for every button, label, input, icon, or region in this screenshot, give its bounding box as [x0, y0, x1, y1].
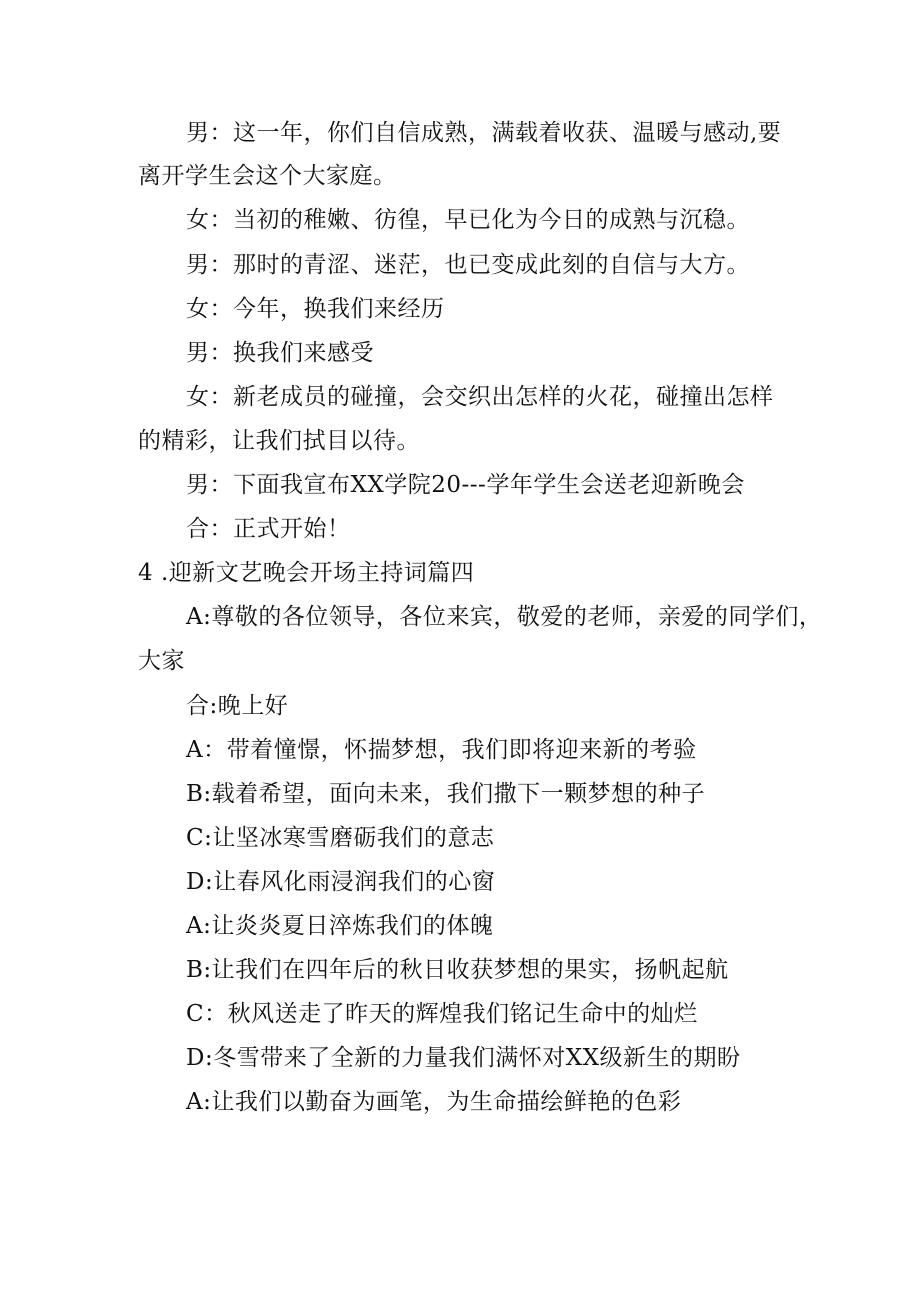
text-line: D:冬雪带来了全新的力量我们满怀对XX级新生的期盼: [186, 1045, 741, 1071]
text-line: 大家: [138, 648, 185, 674]
text-line: 男：下面我宣布XX学院20---学年学生会送老迎新晚会: [186, 472, 745, 498]
text-line: D:让春风化雨浸润我们的心窗: [186, 869, 496, 895]
text-line: 合：正式开始！: [186, 516, 351, 542]
text-line: B:让我们在四年后的秋日收获梦想的果实，扬帆起航: [186, 957, 729, 983]
section-heading: 4 .迎新文艺晚会开场主持词篇四: [138, 560, 475, 586]
text-line: 女：今年，换我们来经历: [186, 296, 445, 322]
text-line: 合:晚上好: [186, 693, 289, 719]
text-line: B:载着希望，面向未来，我们撒下一颗梦想的种子: [186, 781, 706, 807]
text-line: A:让炎炎夏日淬炼我们的体魄: [186, 913, 494, 939]
text-line: C：秋风送走了昨天的辉煌我们铭记生命中的灿烂: [186, 1001, 698, 1027]
text-line: A:尊敬的各位领导，各位来宾，敬爱的老师，亲爱的同学们，: [186, 604, 823, 630]
text-line: 女：新老成员的碰撞，会交织出怎样的火花，碰撞出怎样: [186, 384, 774, 410]
text-line: A:让我们以勤奋为画笔，为生命描绘鲜艳的色彩: [186, 1089, 682, 1115]
text-line: 的精彩，让我们拭目以待。: [138, 428, 420, 454]
text-line: 男：那时的青涩、迷茫，也已变成此刻的自信与大方。: [186, 252, 750, 278]
text-line: 男：换我们来感受: [186, 340, 374, 366]
text-line: A：带着憧憬，怀揣梦想，我们即将迎来新的考验: [186, 737, 697, 763]
text-line: 离开学生会这个大家庭。: [138, 163, 397, 189]
text-line: C:让坚冰寒雪磨砺我们的意志: [186, 825, 495, 851]
text-line: 男：这一年，你们自信成熟，满载着收获、温暖与感动,要: [186, 120, 782, 146]
text-line: 女：当初的稚嫩、彷徨，早已化为今日的成熟与沉稳。: [186, 207, 750, 233]
